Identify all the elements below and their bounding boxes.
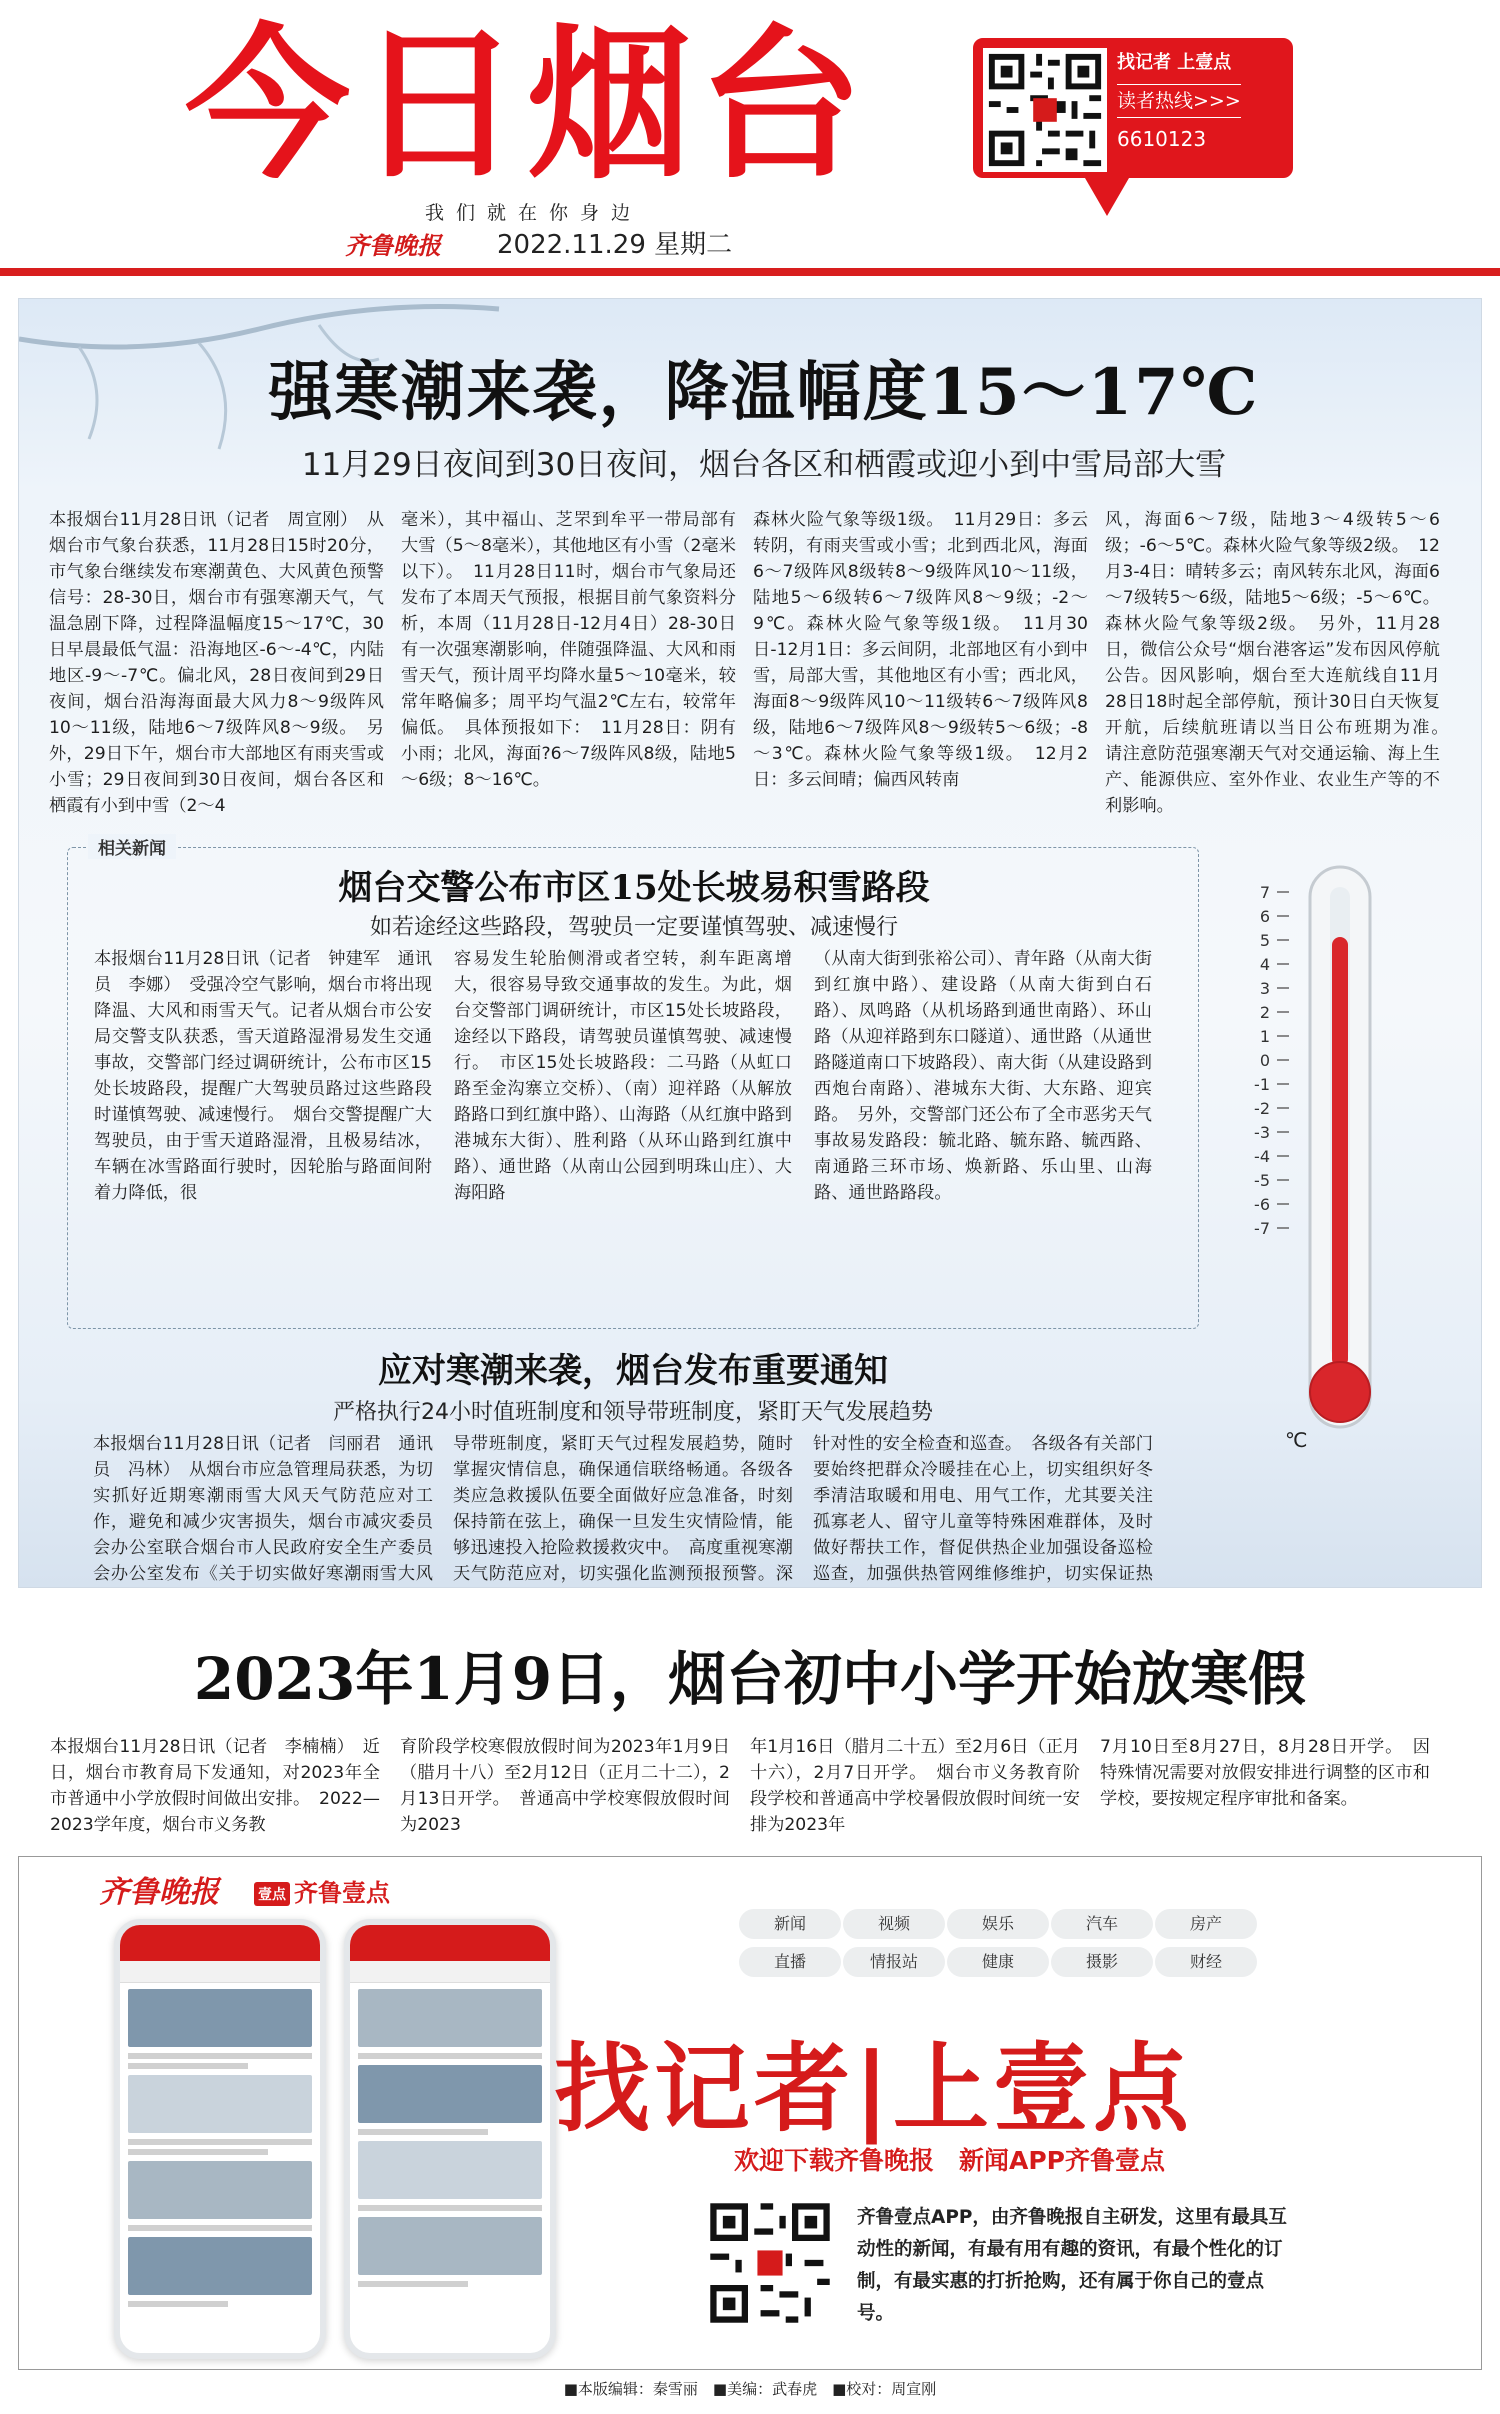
holiday-column-3: 年1月16日（腊月二十五）至2月6日（正月十六），2月7日开学。 烟台市义务教育阶段学校和普通高中学校暑假放假时间统一安排为2023年: [750, 1737, 1080, 1835]
tag-health[interactable]: 健康: [947, 1947, 1049, 1977]
related-subhead: 如若途经这些路段，驾驶员一定要谨慎驾驶、减速慢行: [369, 915, 898, 940]
lead-column-1: 本报烟台11月28日讯（记者 周宣刚） 从烟台市气象台获悉，11月28日15时20分，市气象台继续发布寒潮黄色、大风黄色预警信号：28-30日，烟台市有强寒潮天气，气温急剧下降，过程降温幅度15～17℃，30日早晨最低气温：沿海地区-6～-4℃，内陆地区-9～-7℃。偏北风，28日夜间到29日夜间，烟台沿海海面最大风力8～9级阵风10～11级，陆地6～7级阵风8～9级。 另外，29日下午，烟台市大部地区有雨夹雪或小雪；29日夜间到30日夜间，烟台各区和栖霞有小到中雪（2～4: [49, 510, 384, 816]
reader-hotline-box: [973, 38, 1293, 178]
app-advertisement: [18, 1856, 1482, 2370]
notice-subhead: 严格执行24小时值班制度和领导带班制度，紧盯天气发展趋势: [333, 1400, 933, 1425]
tag-video[interactable]: 视频: [843, 1909, 945, 1939]
thermometer-tick-label: -2: [1254, 1099, 1270, 1118]
holiday-column-2: 育阶段学校寒假放假时间为2023年1月9日（腊月十八）至2月12日（正月二十二），2月13日开学。 普通高中学校寒假放假时间为2023: [400, 1737, 730, 1835]
notice-column-3: 针对性的安全检查和巡查。 各级各有关部门要始终把群众冷暖挂在心上，切实组织好冬季清洁取暖和用电、用气工作，尤其要关注孤寡老人、留守儿童等特殊困难群体，及时做好帮扶工作，督促供热企业加强设备巡检巡查，加强供热管网维修维护，切实保证热: [813, 1434, 1153, 1584]
thermometer-tick-label: -4: [1254, 1147, 1270, 1166]
ad-download-line: 欢迎下载齐鲁晚报 新闻APP齐鲁壹点: [734, 2146, 1165, 2175]
related-column-2: 容易发生轮胎侧滑或者空转，刹车距离增大，很容易导致交通事故的发生。为此，烟台交警部门调研统计，市区15处长坡路段，途经以下路段，请驾驶员谨慎驾驶、减速慢行。 市区15处长坡路段：二马路（从虹口路至金沟寨立交桥）、（南）迎祥路（从解放路路口到红旗中路）、山海路（从红旗中路到港城东大街）、胜利路（从环山路到红旗中路）、通世路（从南山公园到明珠山庄）、大海阳路: [454, 949, 792, 1203]
masthead-slogan: 我们就在你身边: [425, 202, 643, 224]
phone-mockup-back: [344, 1919, 556, 2359]
cold-wave-panel: [18, 298, 1482, 1588]
ad-app-logo: [254, 1873, 390, 1908]
notice-column-2: 导带班制度，紧盯天气过程发展趋势，随时掌握灾情信息，确保通信联络畅通。各级各类应急救援队伍要全面做好应急准备，时刻保持箭在弦上，确保一旦发生灾情险情，能够迅速投入抢险救援救灾中。 高度重视寒潮天气防范应对，切实强化监测预报预警。深: [453, 1434, 793, 1584]
related-column-1: 本报烟台11月28日讯（记者 钟建军 通讯员 李娜） 受强冷空气影响，烟台市将出现降温、大风和雨雪天气。记者从烟台市公安局交警支队获悉，雪天道路湿滑易发生交通事故，交警部门经过调研统计，公布市区15处长坡路段，提醒广大驾驶员路过这些路段时谨慎驾驶、减速慢行。 烟台交警提醒广大驾驶员，由于雪天道路湿滑，且极易结冰，车辆在冰雪路面行驶时，因轮胎与路面间附着力降低，很: [94, 949, 432, 1203]
tag-news[interactable]: 新闻: [739, 1909, 841, 1939]
lead-article: [49, 507, 1449, 847]
lead-column-4: 风，海面6～7级，陆地3～4级转5～6级；-6～5℃。森林火险气象等级2级。 12月3-4日：晴转多云；南风转东北风，海面6～7级转5～6级，陆地5～6级；-5～6℃。森林火险气象等级2级。 另外，11月28日，微信公众号“烟台港客运”发布因风停航公告。因风影响，烟台至大连航线自11月28日18时起全部停航，预计30日白天恢复开航，后续航班请以当日公布班期为准。 请注意防范强寒潮天气对交通运输、海上生产、能源供应、室外作业、农业生产等的不利影响。: [1105, 510, 1440, 816]
masthead-rule: [0, 268, 1500, 276]
thermometer-tick-label: 6: [1259, 907, 1270, 926]
phone-mockup-front: [114, 1919, 326, 2359]
paper-logo: 齐鲁晚报: [345, 231, 441, 260]
hotline-number[interactable]: 6610123: [1117, 127, 1207, 151]
app-name: 齐鲁壹点: [294, 1879, 390, 1907]
holiday-column-4: 7月10日至8月27日，8月28日开学。 因特殊情况需要对放假安排进行调整的区市和学校，要按规定程序审批和备案。: [1100, 1737, 1430, 1809]
related-news-tag: 相关新闻: [88, 834, 176, 859]
thermometer-illustration: [1215, 847, 1465, 1487]
thermometer-tick-label: -6: [1254, 1195, 1270, 1214]
tag-intel[interactable]: 情报站: [843, 1947, 945, 1977]
ad-paper-logo: 齐鲁晚报: [99, 1875, 219, 1910]
thermometer-tick-label: 4: [1259, 955, 1270, 974]
lead-column-3: 森林火险气象等级1级。 11月29日：多云转阴，有雨夹雪或小雪；北到西北风，海面6～7级阵风8级转8～9级阵风10～11级，陆地5～6级转6～7级阵风8～9级；-2～9℃。森林火险气象等级1级。 11月30日-12月1日：多云间阴，北部地区有小到中雪，局部大雪，其他地区有小雪；西北风，海面8～9级阵风10～11级转6～7级阵风8级，陆地6～7级阵风8～9级转5～6级；-8～3℃。森林火险气象等级1级。 12月2日：多云间晴；偏西风转南: [753, 510, 1088, 790]
lead-headline: 强寒潮来袭，降温幅度15～17℃: [268, 355, 1260, 430]
speech-tail: [1085, 178, 1129, 216]
tag-finance[interactable]: 财经: [1155, 1947, 1257, 1977]
thermometer-tick-label: 3: [1259, 979, 1270, 998]
hotline-slogan: 找记者 上壹点: [1117, 52, 1232, 73]
lead-subhead: 11月29日夜间到30日夜间，烟台各区和栖霞或迎小到中雪局部大雪: [301, 447, 1227, 483]
tag-live[interactable]: 直播: [739, 1947, 841, 1977]
thermometer-tick-label: 1: [1259, 1027, 1270, 1046]
thermometer-tick-label: -3: [1254, 1123, 1270, 1142]
hotline-label: 读者热线>>>: [1117, 84, 1241, 118]
thermometer-scale: [1254, 883, 1289, 1238]
thermometer-tick-label: 0: [1259, 1051, 1270, 1070]
thermometer-tick-label: -5: [1254, 1171, 1270, 1190]
thermometer-tick-label: 5: [1259, 931, 1270, 950]
notice-article: [93, 1431, 1193, 1587]
notice-headline: 应对寒潮来袭，烟台发布重要通知: [378, 1351, 888, 1391]
thermometer-unit: ℃: [1285, 1428, 1308, 1452]
thermometer-tick-label: 7: [1259, 883, 1270, 902]
tag-auto[interactable]: 汽车: [1051, 1909, 1153, 1939]
related-news-box: [67, 839, 1199, 1329]
ad-slogan: 找记者|上壹点: [554, 2033, 1194, 2145]
thermometer-tick-label: 2: [1259, 1003, 1270, 1022]
thermometer-tick-label: -1: [1254, 1075, 1270, 1094]
related-article: [94, 946, 1174, 1316]
holiday-column-1: 本报烟台11月28日讯（记者 李楠楠） 近日，烟台市教育局下发通知，对2023年全市普通中小学放假时间做出安排。 2022—2023学年度，烟台市义务教: [50, 1737, 380, 1835]
holiday-article: [50, 1734, 1450, 1846]
issue-date: 2022.11.29 星期二: [497, 230, 733, 260]
ad-description: 齐鲁壹点APP，由齐鲁晚报自主研发，这里有最具互动性的新闻，有最有用有趣的资讯，有最个性化的订制，有最实惠的打折抢购，还有属于你自己的壹点号。: [857, 2207, 1287, 2324]
tag-entertainment[interactable]: 娱乐: [947, 1909, 1049, 1939]
lead-column-2: 毫米），其中福山、芝罘到牟平一带局部有大雪（5～8毫米），其他地区有小雪（2毫米以下）。 11月28日11时，烟台市气象局还发布了本周天气预报，根据目前气象资料分析，本周（11月28日-12月4日）28-30日有一次强寒潮影响，伴随强降温、大风和雨雪天气，预计周平均降水量5～10毫米，较常年略偏多；周平均气温2℃左右，较常年偏低。 具体预报如下： 11月28日：阴有小雨；北风，海面?6～7级阵风8级，陆地5～6级；8～16℃。: [401, 510, 736, 790]
notice-column-1: 本报烟台11月28日讯（记者 闫丽君 通讯员 冯林） 从烟台市应急管理局获悉，为切实抓好近期寒潮雨雪大风天气防范应对工作，避免和减少灾害损失，烟台市减灾委员会办公室联合烟台市人民政府安全生产委员会办公室发布《关于切实做好寒潮雨雪大风: [93, 1434, 433, 1584]
holiday-headline: 2023年1月9日，烟台初中小学开始放寒假: [193, 1645, 1307, 1713]
thermometer-tick-label: -7: [1254, 1219, 1270, 1238]
related-headline: 烟台交警公布市区15处长坡易积雪路段: [338, 868, 930, 908]
tag-photo[interactable]: 摄影: [1051, 1947, 1153, 1977]
app-badge: 壹点: [254, 1882, 290, 1906]
masthead-title: 今日烟台: [185, 9, 869, 201]
tag-realestate[interactable]: 房产: [1155, 1909, 1257, 1939]
related-column-3: （从南大街到张裕公司）、青年路（从南大街到红旗中路）、建设路（从南大街到白石路）、凤鸣路（从机场路到通世南路）、环山路（从迎祥路到东口隧道）、通世路（从通世路隧道南口下坡路段）、南大街（从建设路到西炮台南路）、港城东大街、大东路、迎宾路。 另外，交警部门还公布了全市恶劣天气事故易发路段：毓北路、毓东路、毓西路、南通路三环市场、焕新路、乐山里、山海路、通世路路段。: [814, 949, 1152, 1203]
app-qr-code-icon[interactable]: [704, 2197, 836, 2329]
page-credits: ■本版编辑：秦雪丽 ■美编：武春虎 ■校对：周宣刚: [563, 2380, 937, 2398]
qr-code-icon[interactable]: [983, 48, 1107, 172]
masthead: [0, 0, 1500, 285]
